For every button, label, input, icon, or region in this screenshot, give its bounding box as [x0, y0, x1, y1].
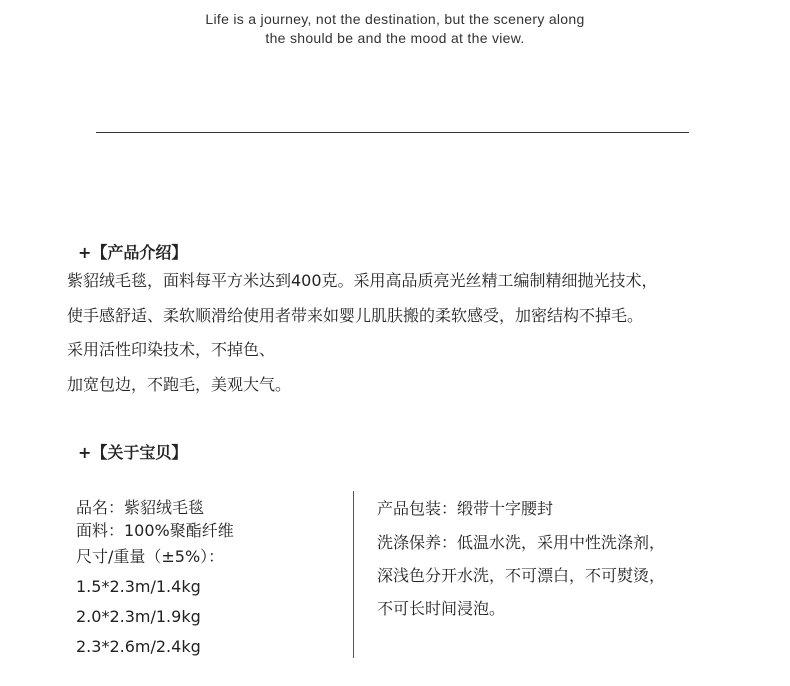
intro-line: 紫貂绒毛毯，面料每平方米达到400克。采用高品质亮光丝精工编制精细抛光技术，	[67, 271, 658, 290]
care-row: 产品包装：缎带十字腰封	[377, 499, 554, 518]
spec-row: 尺寸/重量（±5%）：	[76, 547, 225, 566]
tagline-line-1: Life is a journey, not the destination, but the scenery along	[205, 11, 585, 27]
spec-list-left	[76, 496, 234, 662]
spec-row: 1.5*2.3m/1.4kg	[76, 577, 201, 596]
tagline	[0, 10, 790, 48]
intro-body	[67, 264, 757, 402]
column-divider	[353, 491, 354, 658]
care-row: 洗涤保养：低温水洗，采用中性洗涤剂，	[377, 533, 666, 552]
spec-row: 2.0*2.3m/1.9kg	[76, 607, 201, 626]
intro-line: 加宽包边，不跑毛，美观大气。	[67, 374, 292, 394]
intro-line: 使手感舒适、柔软顺滑给使用者带来如婴儿肌肤搬的柔软感受，加密结构不掉毛。	[67, 305, 644, 325]
tagline-line-2: the should be and the mood at the view.	[265, 30, 525, 46]
section-title-intro: +【产品介绍】	[78, 243, 188, 262]
horizontal-rule	[96, 132, 689, 133]
care-row: 深浅色分开水洗，不可漂白，不可熨烫，	[377, 566, 666, 585]
care-row: 不可长时间浸泡。	[377, 599, 506, 618]
spec-row: 面料：100%聚酯纤维	[76, 521, 234, 540]
spec-row: 品名：紫貂绒毛毯	[76, 498, 205, 517]
spec-row: 2.3*2.6m/2.4kg	[76, 637, 201, 656]
section-title-about: +【关于宝贝】	[78, 443, 188, 462]
spec-list-right	[377, 496, 665, 625]
intro-line: 采用活性印染技术，不掉色、	[67, 340, 276, 359]
